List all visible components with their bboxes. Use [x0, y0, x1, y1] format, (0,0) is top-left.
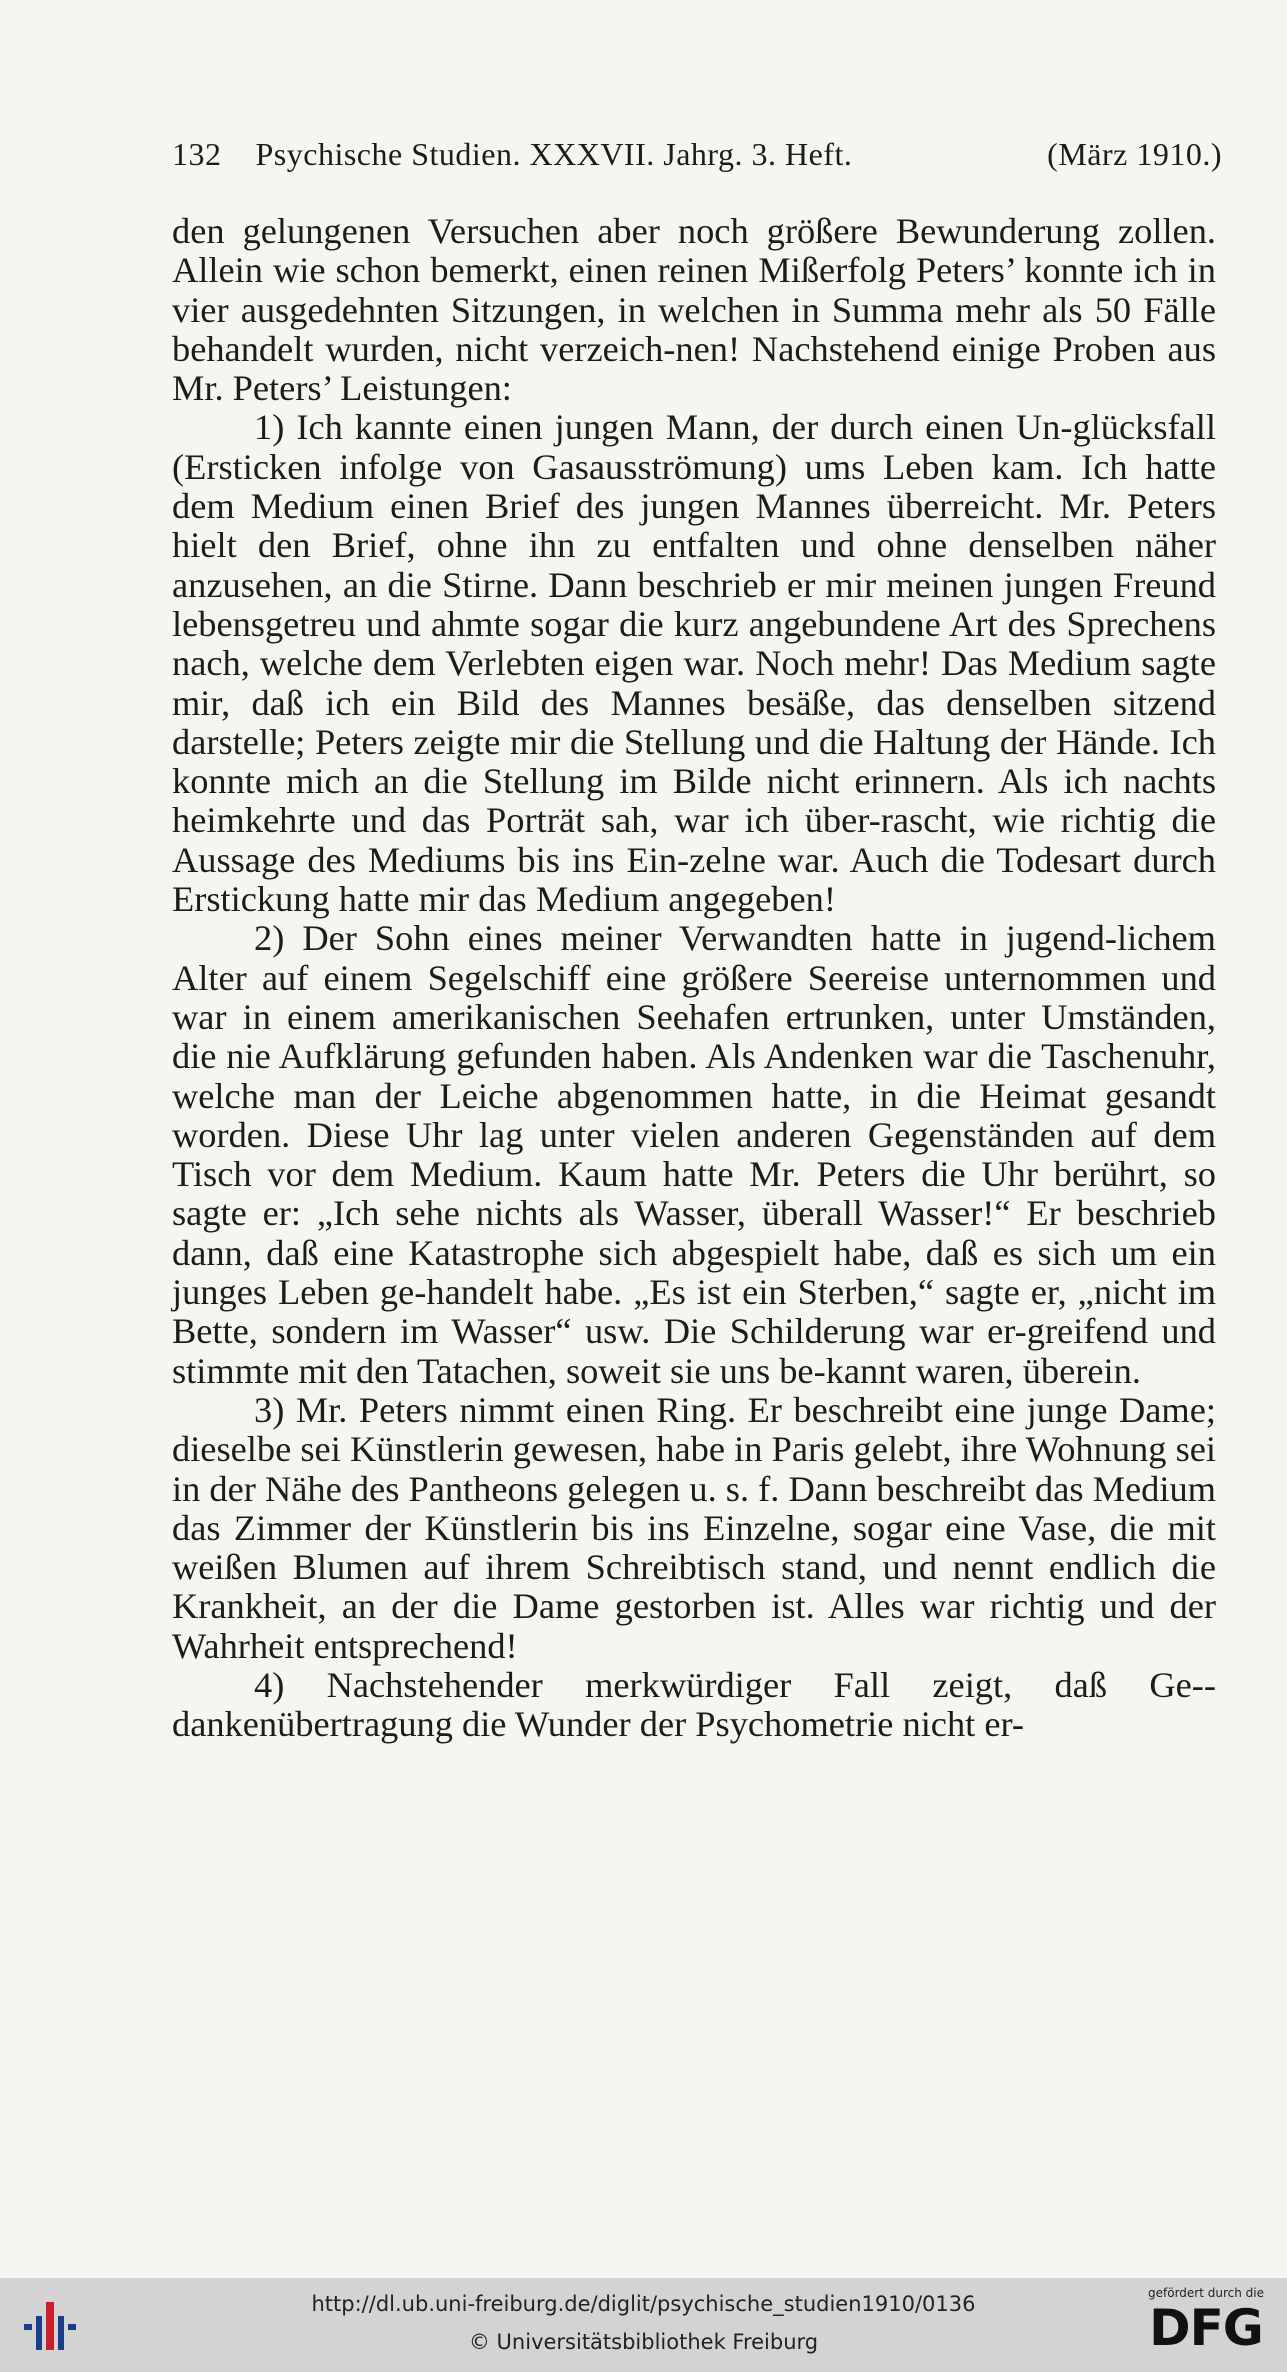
- dfg-caption: gefördert durch die: [1148, 2286, 1264, 2300]
- running-header: [172, 136, 1222, 173]
- viewer-footer: [0, 2278, 1287, 2372]
- copyright-notice: © Universitätsbibliothek Freiburg: [468, 2330, 819, 2354]
- document-url[interactable]: http://dl.ub.uni-freiburg.de/diglit/psychische_studien1910/0136: [311, 2292, 976, 2316]
- issue-date: (März 1910.): [1047, 136, 1222, 172]
- page-number: 132: [172, 136, 222, 172]
- dfg-logo: [1136, 2286, 1276, 2366]
- paragraph: 3) Mr. Peters nimmt einen Ring. Er beschreibt eine junge Dame; dieselbe sei Künstlerin gewesen, habe in Paris gelebt, ihre Wohnung sei in der Nähe des Pantheons gelegen u. s. f. Dann beschreibt das Medium das Zimmer der Künstlerin bis ins Einzelne, sogar eine Vase, die mit weißen Blumen auf ihrem Schreibtisch stand, und nennt endlich die Krankheit, an der die Dame gestorben ist. Alles war richtig und der Wahrheit entsprechend!: [172, 1389, 1216, 1666]
- dfg-mark: DFG: [1149, 2299, 1263, 2357]
- running-title: Psychische Studien. XXXVII. Jahrg. 3. Heft.: [255, 136, 853, 172]
- paragraph: 1) Ich kannte einen jungen Mann, der durch einen Un-glücksfall (Ersticken infolge von Gasausströmung) ums Leben kam. Ich hatte dem Medium einen Brief des jungen Mannes überreicht. Mr. Peters hielt den Brief, ohne ihn zu entfalten und ohne denselben näher anzusehen, an die Stirne. Dann beschrieb er mir meinen jungen Freund lebensgetreu und ahmte sogar die kurz angebundene Art des Sprechens nach, welche dem Verlebten eigen war. Noch mehr! Das Medium sagte mir, daß ich ein Bild des Mannes besäße, das denselben sitzend darstelle; Peters zeigte mir die Stellung und die Haltung der Hände. Ich konnte mich an die Stellung im Bilde nicht erinnern. Als ich nachts heimkehrte und das Porträt sah, war ich über-rascht, wie richtig die Aussage des Mediums bis ins Ein-zelne war. Auch die Todesart durch Erstickung hatte mir das Medium angegeben!: [172, 407, 1216, 920]
- paragraph: den gelungenen Versuchen aber noch größere Bewunderung zollen. Allein wie schon bemerkt, einen reinen Mißerfolg Peters’ konnte ich in vier ausgedehnten Sitzungen, in welchen in Summa mehr als 50 Fälle behandelt wurden, nicht verzeich-nen! Nachstehend einige Proben aus Mr. Peters’ Leistungen:: [172, 211, 1216, 409]
- paragraph: 4) Nachstehender merkwürdiger Fall zeigt, daß Ge-dankenübertragung die Wunder der Psychometrie nicht er-: [172, 1664, 1216, 1745]
- paragraph: 2) Der Sohn eines meiner Verwandten hatte in jugend-lichem Alter auf einem Segelschiff eine größere Seereise unternommen und war in einem amerikanischen Seehafen ertrunken, unter Umständen, die nie Aufklärung gefunden haben. Als Andenken war die Taschenuhr, welche man der Leiche abgenommen hatte, in die Heimat gesandt worden. Diese Uhr lag unter vielen anderen Gegenständen auf dem Tisch vor dem Medium. Kaum hatte Mr. Peters die Uhr berührt, so sagte er: „Ich sehe nichts als Wasser, überall Wasser!“ Er beschrieb dann, daß eine Katastrophe sich abgespielt habe, daß es sich um ein junges Leben ge-handelt habe. „Es ist ein Sterben,“ sagte er, „nicht im Bette, sondern im Wasser“ usw. Die Schilderung war er-greifend und stimmte mit den Tatachen, soweit sie uns be-kannt waren, überein.: [172, 918, 1216, 1391]
- body-text: [172, 212, 1216, 1745]
